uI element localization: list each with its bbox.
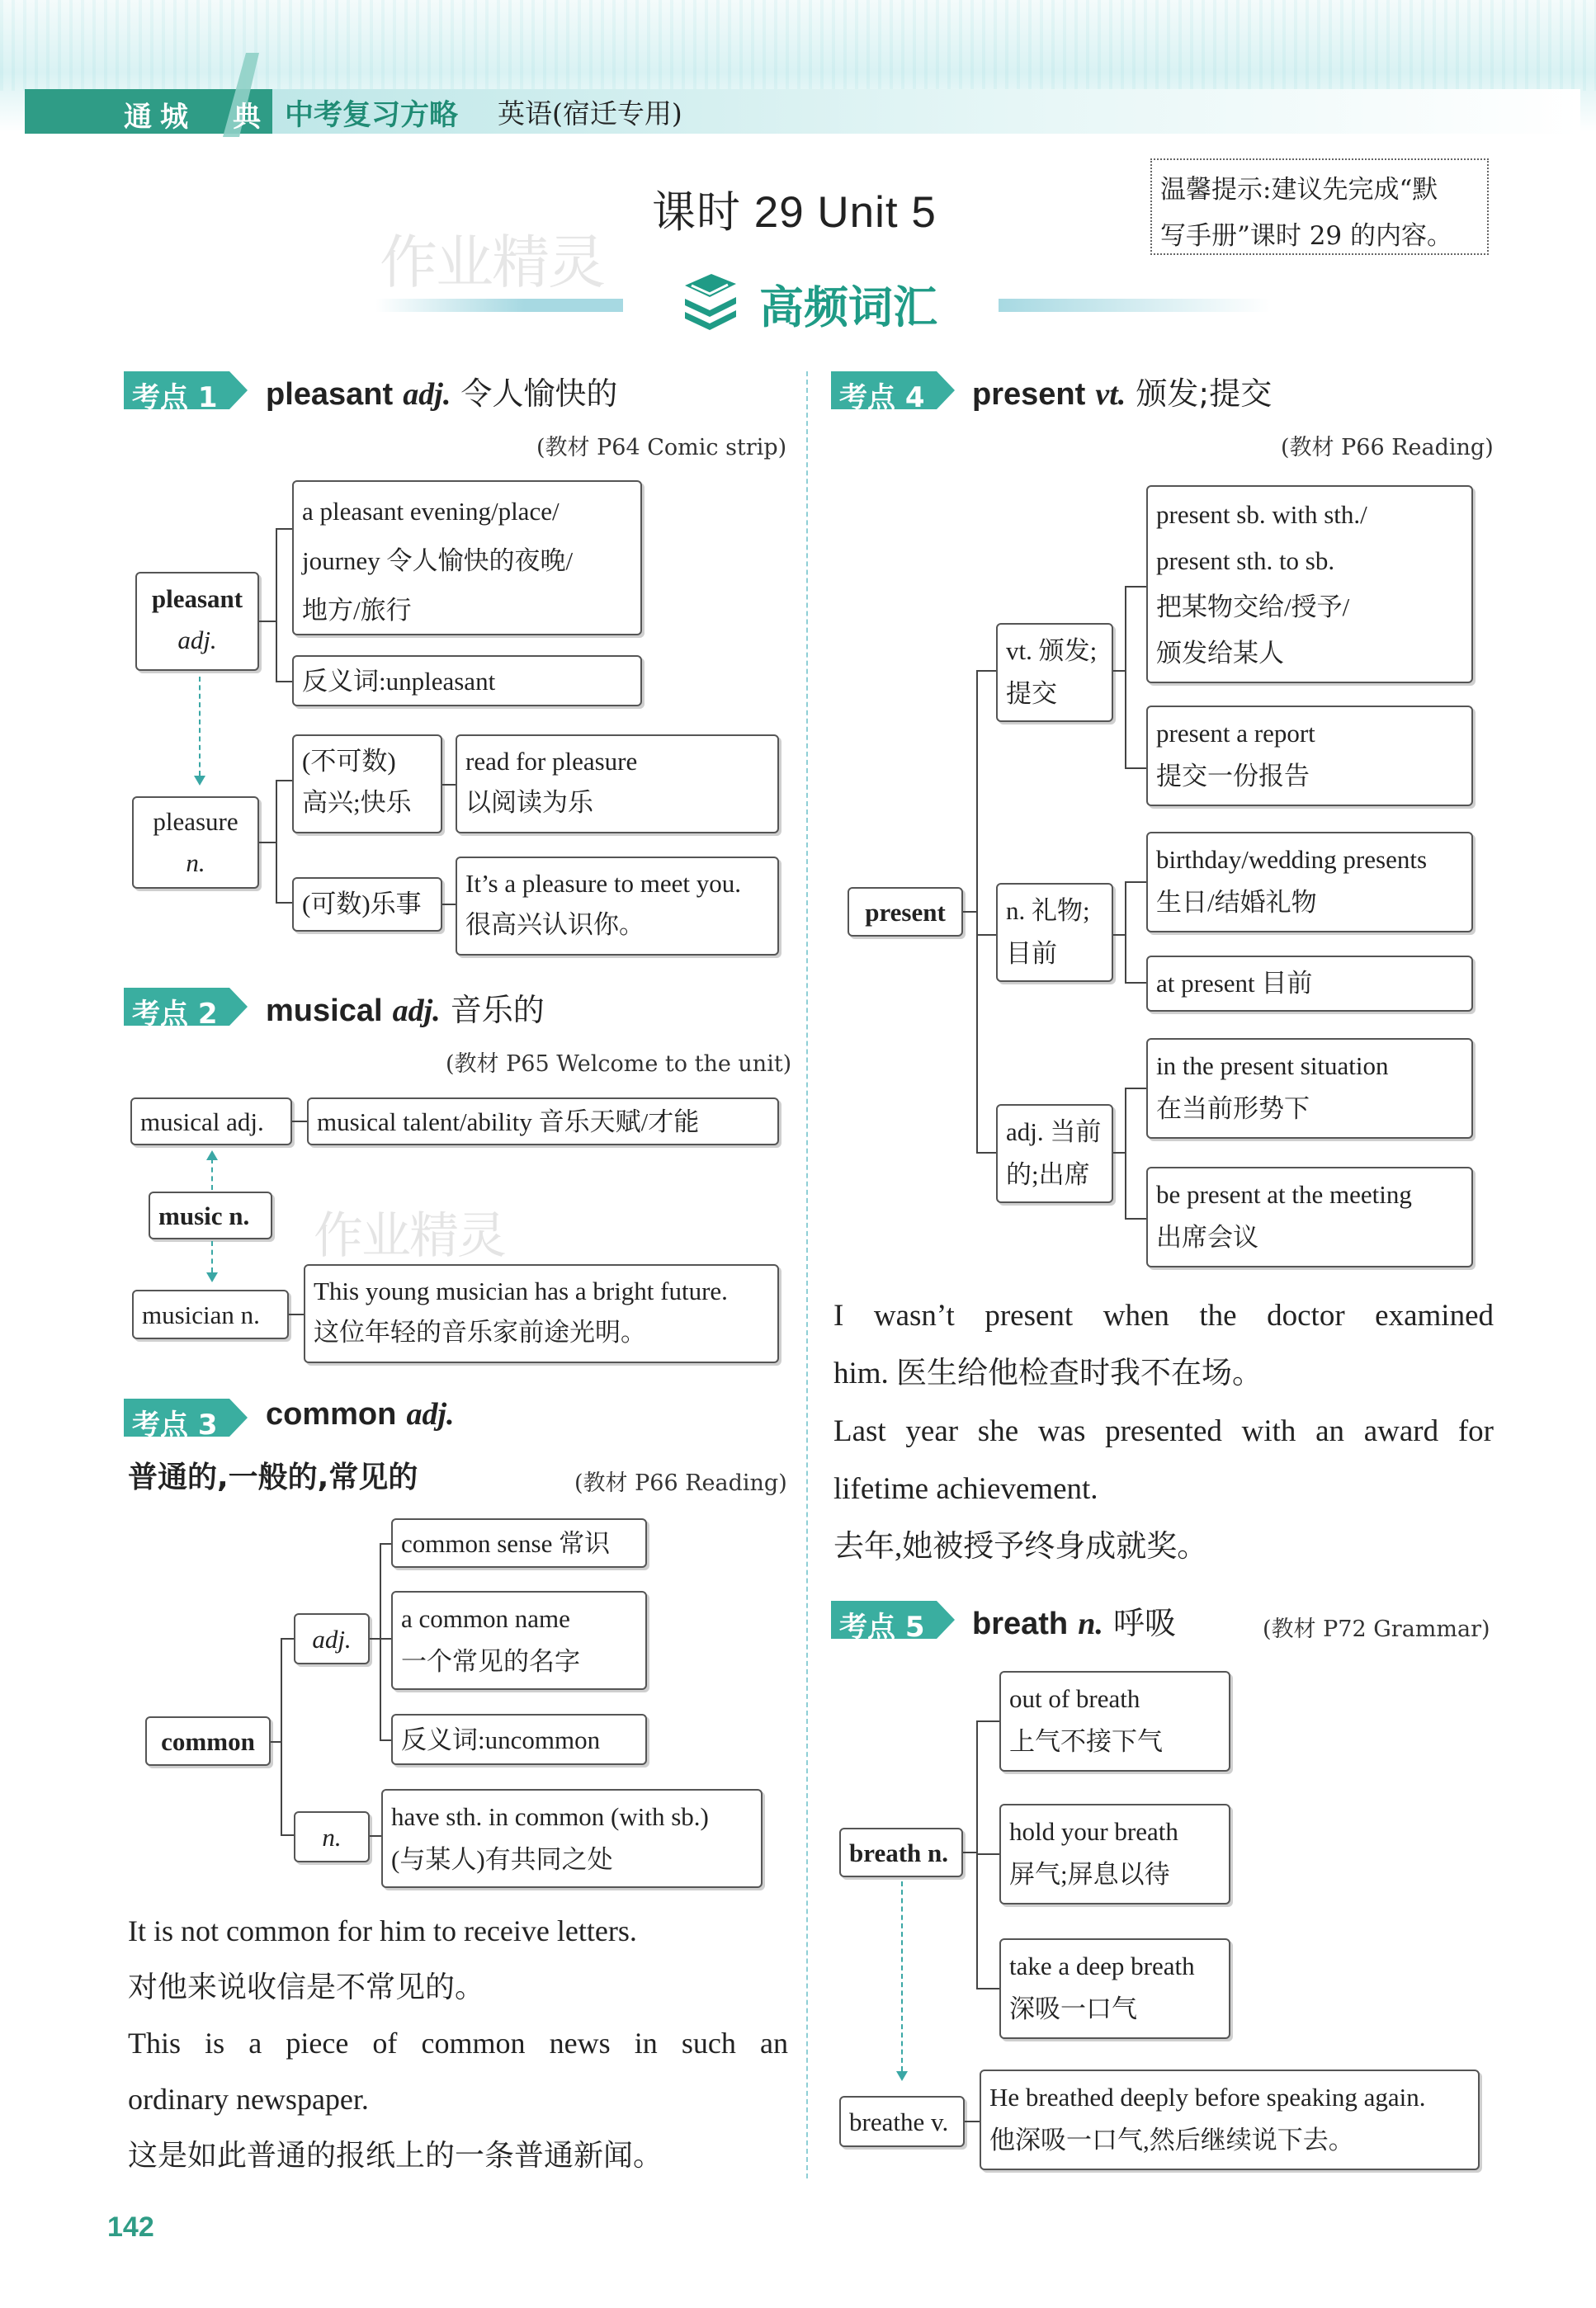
kp3-source: (教材 P66 Reading) bbox=[574, 1470, 787, 1496]
breath-item-zh: 上气不接下气 bbox=[1009, 1727, 1163, 1756]
present-item-line: in the present situation bbox=[1156, 1051, 1389, 1080]
kp1-meaning: 令人愉快的 bbox=[460, 375, 618, 412]
kp1-heading bbox=[266, 368, 617, 413]
present-item-line: 在当前形势下 bbox=[1156, 1094, 1310, 1123]
kp5-source: (教材 P72 Grammar) bbox=[1263, 1617, 1490, 1642]
watermark: 作业精灵 bbox=[380, 229, 604, 296]
kp5-heading bbox=[972, 1598, 1176, 1643]
kp4-pos: vt. bbox=[1095, 377, 1126, 412]
section-title-text: 高频词汇 bbox=[759, 281, 937, 333]
column-divider bbox=[806, 371, 808, 2178]
uncountable-meaning: 高兴;快乐 bbox=[302, 788, 412, 817]
pleasure-pos: n. bbox=[186, 848, 205, 877]
common-item-box: common sense 常识 bbox=[391, 1518, 647, 1568]
decor-line-right bbox=[999, 299, 1271, 312]
kp5-word: breath bbox=[972, 1607, 1069, 1641]
breath-item-en: take a deep breath bbox=[1009, 1952, 1195, 1980]
kp2-label: 考点 2 bbox=[124, 988, 252, 1026]
common-root-box: common bbox=[145, 1716, 271, 1766]
decor-line-left bbox=[375, 299, 623, 312]
kp2-source: (教材 P65 Welcome to the unit) bbox=[446, 1051, 792, 1077]
present-vt-item-box bbox=[1146, 706, 1473, 806]
present-item-line: 提交一份报告 bbox=[1156, 762, 1310, 791]
kp3-pos: adj. bbox=[406, 1397, 455, 1432]
kp1-word: pleasant bbox=[266, 377, 394, 412]
example-line: lifetime achievement. bbox=[833, 1472, 1098, 1506]
breath-item-box bbox=[999, 1804, 1230, 1904]
subject-title: 英语(宿迁专用) bbox=[498, 97, 682, 130]
present-n-item-box bbox=[1146, 832, 1473, 932]
common-adj-box: adj. bbox=[294, 1613, 370, 1664]
kp5-label: 考点 5 bbox=[831, 1601, 959, 1639]
uncountable-box bbox=[292, 734, 442, 833]
kp1-label: 考点 1 bbox=[124, 371, 252, 409]
kp5-pos: n. bbox=[1078, 1607, 1103, 1641]
example-line: I wasn’t present when the doctor examined bbox=[833, 1299, 1494, 1333]
kp3-word: common bbox=[266, 1397, 397, 1432]
kp1-source: (教材 P64 Comic strip) bbox=[536, 435, 787, 460]
musician-example-box bbox=[304, 1264, 779, 1363]
present-item-line: 出席会议 bbox=[1156, 1223, 1258, 1252]
music-box: music n. bbox=[149, 1192, 272, 1239]
present-item-line: present a report bbox=[1156, 719, 1315, 748]
kp3-examples bbox=[128, 1903, 788, 2183]
pleasure-word: pleasure bbox=[153, 807, 238, 836]
uncountable-label: (不可数) bbox=[302, 747, 396, 776]
breath-item-en: hold your breath bbox=[1009, 1817, 1178, 1846]
lesson-title: 课时 29 Unit 5 bbox=[652, 188, 937, 237]
musician-example-zh: 这位年轻的音乐家前途光明。 bbox=[314, 1318, 646, 1347]
book-stack-icon bbox=[677, 272, 743, 330]
countable-example-zh: 很高兴认识你。 bbox=[465, 910, 645, 939]
example-line: Last year she was presented with an award for bbox=[833, 1414, 1494, 1448]
present-item-line: 颁发给某人 bbox=[1156, 639, 1284, 668]
common-n-item-box bbox=[381, 1789, 763, 1888]
tip-line-2: 写手册”课时 29 的内容。 bbox=[1160, 221, 1453, 251]
pleasant-phrase-line: a pleasant evening/place/ bbox=[302, 497, 560, 526]
present-vt-line: vt. 颁发; bbox=[1006, 636, 1098, 665]
example-line: him. 医生给他检查时我不在场。 bbox=[833, 1357, 1263, 1390]
kp3-label: 考点 3 bbox=[124, 1399, 252, 1437]
kp2-pos: adj. bbox=[392, 994, 441, 1028]
present-adj-line: adj. 当前 bbox=[1006, 1117, 1102, 1146]
example-line: 对他来说收信是不常见的。 bbox=[128, 1971, 485, 2004]
pleasure-box bbox=[132, 796, 259, 889]
breathe-example-en: He breathed deeply before speaking again. bbox=[989, 2083, 1426, 2112]
kp3-heading bbox=[266, 1395, 455, 1432]
common-item-en: a common name bbox=[401, 1604, 570, 1633]
breath-item-en: out of breath bbox=[1009, 1684, 1140, 1713]
page-number: 142 bbox=[107, 2211, 154, 2243]
present-vt-box bbox=[996, 623, 1113, 722]
musician-box: musician n. bbox=[132, 1290, 289, 1339]
present-vt-item-box bbox=[1146, 485, 1473, 683]
common-n-item-en: have sth. in common (with sb.) bbox=[391, 1802, 709, 1831]
present-adj-item-box bbox=[1146, 1167, 1473, 1267]
brand-name: 通城 bbox=[124, 101, 196, 134]
kp2-meaning: 音乐的 bbox=[450, 992, 545, 1028]
breath-item-box bbox=[999, 1671, 1230, 1772]
common-n-item-zh: (与某人)有共同之处 bbox=[391, 1845, 613, 1874]
breathe-example-zh: 他深吸一口气,然后继续说下去。 bbox=[989, 2126, 1354, 2155]
present-item-line: 把某物交给/授予/ bbox=[1156, 592, 1350, 621]
present-item-line: 生日/结婚礼物 bbox=[1156, 888, 1317, 917]
present-n-line: 目前 bbox=[1006, 939, 1057, 968]
tip-box bbox=[1150, 158, 1489, 255]
example-line: 去年,她被授予终身成就奖。 bbox=[833, 1530, 1208, 1564]
breath-root-box: breath n. bbox=[839, 1828, 963, 1877]
countable-example-en: It’s a pleasure to meet you. bbox=[465, 869, 742, 898]
kp3-meaning: 普通的,一般的,常见的 bbox=[128, 1461, 418, 1494]
pleasant-antonym-box: 反义词:unpleasant bbox=[292, 655, 642, 706]
musical-example-box: musical talent/ability 音乐天赋/才能 bbox=[307, 1097, 779, 1145]
tip-line-1: 温馨提示:建议先完成“默 bbox=[1160, 175, 1438, 205]
present-adj-item-box bbox=[1146, 1038, 1473, 1139]
uncountable-example-box bbox=[456, 734, 779, 833]
pleasant-phrase-box bbox=[292, 480, 642, 635]
breath-item-zh: 深吸一口气 bbox=[1009, 1994, 1137, 2023]
common-antonym-box: 反义词:uncommon bbox=[391, 1714, 647, 1765]
breath-item-box bbox=[999, 1938, 1230, 2039]
watermark: 作业精灵 bbox=[314, 1207, 505, 1265]
common-item-box bbox=[391, 1591, 647, 1690]
uncountable-example-zh: 以阅读为乐 bbox=[465, 788, 593, 817]
pleasant-root-pos: adj. bbox=[177, 625, 217, 654]
breathe-example-box bbox=[980, 2070, 1480, 2170]
kp4-heading bbox=[972, 368, 1272, 413]
kp4-label: 考点 4 bbox=[831, 371, 959, 409]
brand-char: 典 bbox=[233, 101, 261, 134]
uncountable-example-en: read for pleasure bbox=[465, 747, 638, 776]
kp1-pos: adj. bbox=[403, 377, 451, 412]
kp2-word: musical bbox=[266, 994, 383, 1028]
breathe-box: breathe v. bbox=[839, 2096, 965, 2147]
present-n-box bbox=[996, 883, 1113, 982]
present-item-line: present sb. with sth./ bbox=[1156, 500, 1367, 529]
present-adj-line: 的;出席 bbox=[1006, 1160, 1090, 1189]
kp4-word: present bbox=[972, 377, 1086, 412]
kp5-meaning: 呼吸 bbox=[1112, 1605, 1176, 1641]
present-adj-box bbox=[996, 1104, 1113, 1203]
kp4-meaning: 颁发;提交 bbox=[1136, 375, 1273, 412]
common-n-box: n. bbox=[294, 1811, 370, 1862]
countable-box: (可数)乐事 bbox=[292, 877, 442, 932]
musician-example-en: This young musician has a bright future. bbox=[314, 1277, 728, 1305]
present-n-line: n. 礼物; bbox=[1006, 896, 1090, 925]
example-line: It is not common for him to receive letters. bbox=[128, 1914, 637, 1947]
series-title: 中考复习方略 bbox=[285, 98, 459, 132]
present-n-item-box: at present 目前 bbox=[1146, 956, 1473, 1012]
common-item-zh: 一个常见的名字 bbox=[401, 1647, 580, 1676]
present-item-line: be present at the meeting bbox=[1156, 1180, 1412, 1209]
example-line: 这是如此普通的报纸上的一条普通新闻。 bbox=[128, 2139, 663, 2172]
breath-item-zh: 屏气;屏息以待 bbox=[1009, 1860, 1170, 1889]
present-root-box: present bbox=[848, 887, 963, 937]
pleasant-phrase-line: 地方/旅行 bbox=[302, 596, 412, 625]
present-vt-line: 提交 bbox=[1006, 679, 1057, 708]
kp4-source: (教材 P66 Reading) bbox=[1281, 435, 1494, 460]
kp4-examples bbox=[833, 1287, 1494, 1576]
pleasant-root-word: pleasant bbox=[151, 584, 243, 613]
countable-example-box bbox=[456, 857, 779, 956]
pleasant-root-box bbox=[135, 572, 259, 671]
pleasant-phrase-line: journey 令人愉快的夜晚/ bbox=[302, 546, 574, 575]
present-item-line: present sth. to sb. bbox=[1156, 546, 1335, 575]
present-item-line: birthday/wedding presents bbox=[1156, 845, 1428, 874]
musical-box: musical adj. bbox=[130, 1097, 292, 1145]
example-line: ordinary newspaper. bbox=[128, 2083, 369, 2116]
example-line: This is a piece of common news in such an bbox=[128, 2027, 788, 2060]
kp2-heading bbox=[266, 984, 545, 1030]
